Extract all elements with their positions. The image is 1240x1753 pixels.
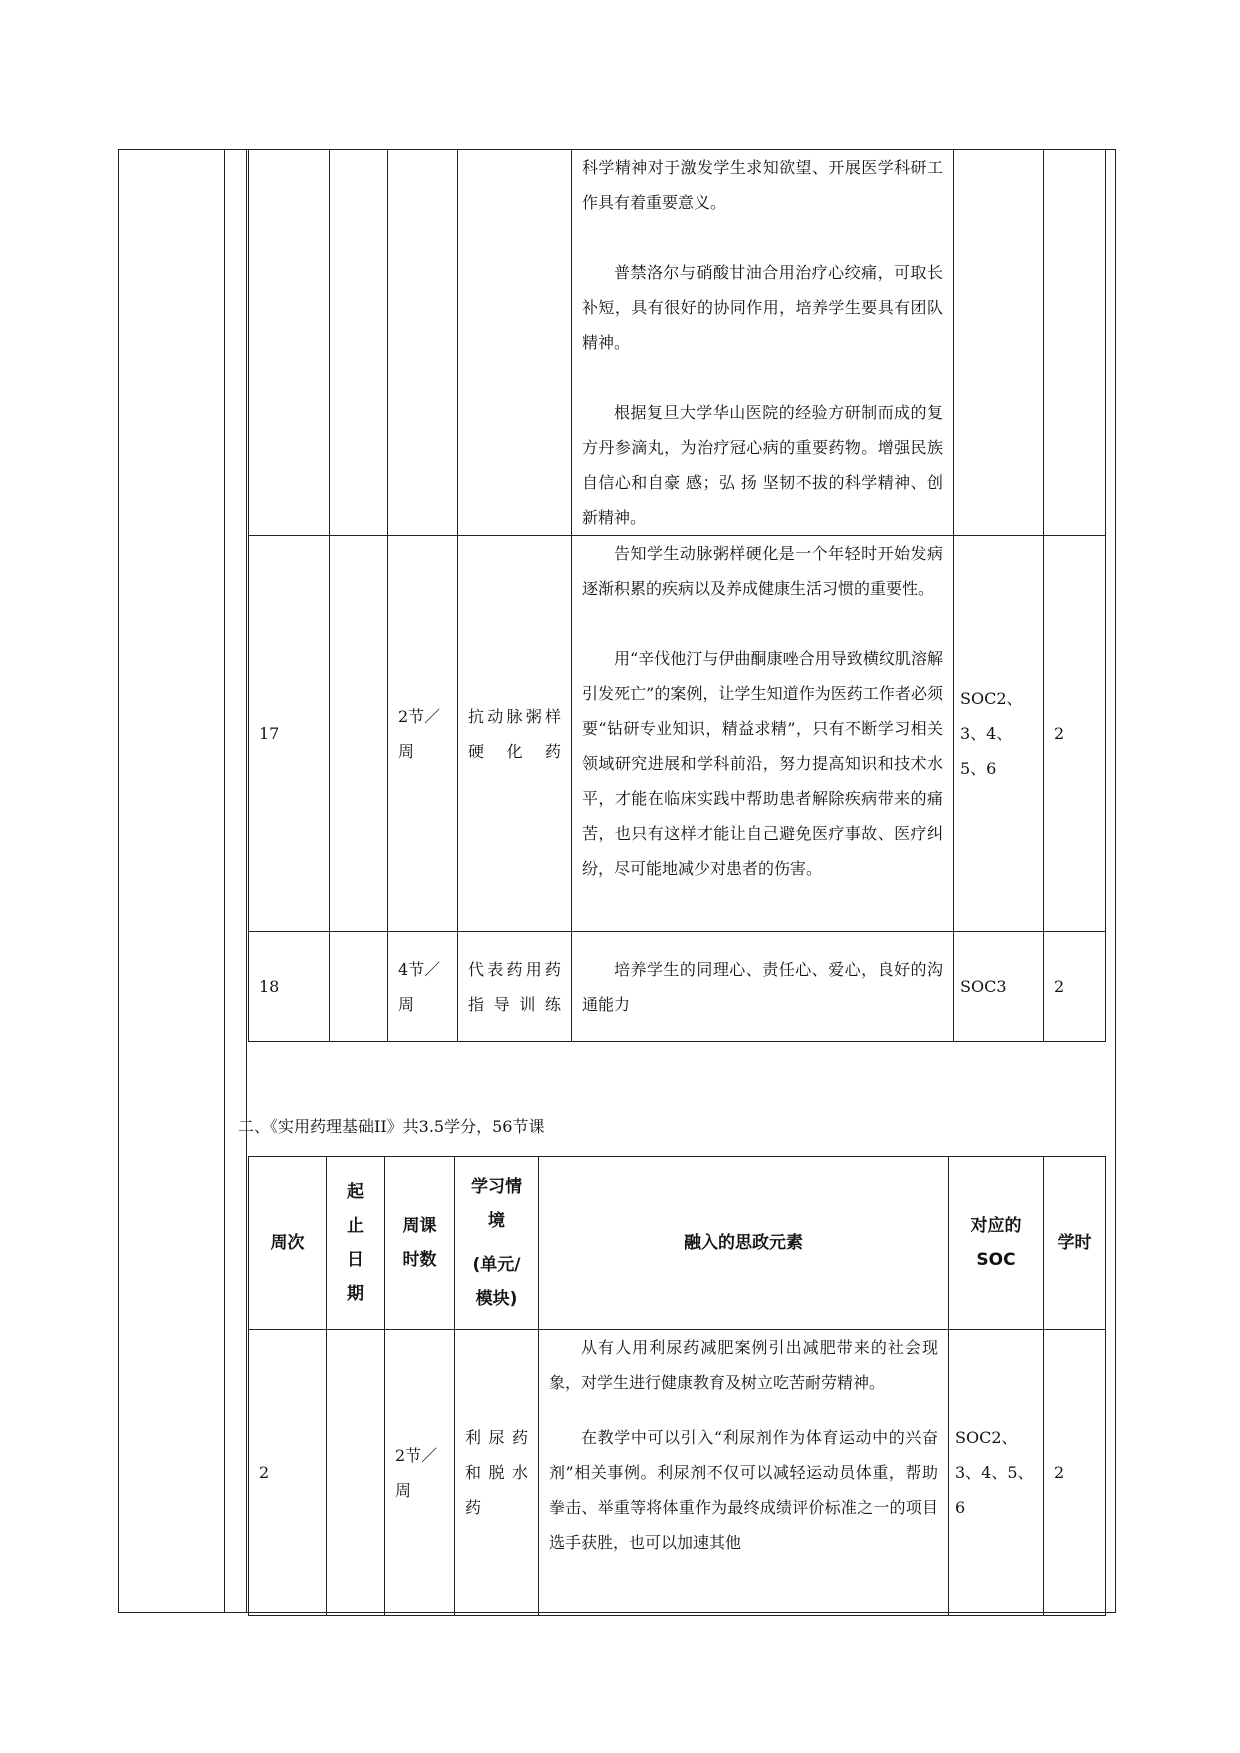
cell-week: 17 bbox=[249, 536, 330, 932]
cell-dates bbox=[327, 1330, 385, 1616]
frame-divider-inner bbox=[246, 149, 247, 1613]
cell-week bbox=[249, 150, 330, 536]
table-row bbox=[249, 536, 1106, 932]
cell-soc: SOC3 bbox=[954, 932, 1044, 1042]
cell-credit: 2 bbox=[1044, 932, 1106, 1042]
table-practical-pharmacology-i bbox=[248, 149, 1106, 1042]
cell-elements bbox=[572, 150, 954, 536]
table-header-row bbox=[249, 1157, 1106, 1330]
header-unit: 学习情境 (单元/模块) bbox=[455, 1157, 539, 1330]
cell-unit: 利尿药和脱水药 bbox=[455, 1330, 539, 1616]
table-row bbox=[249, 932, 1106, 1042]
paragraph: 告知学生动脉粥样硬化是一个年轻时开始发病逐渐积累的疾病以及养成健康生活习惯的重要性。 bbox=[582, 544, 943, 598]
cell-credit bbox=[1044, 150, 1106, 536]
paragraph: 用“辛伐他汀与伊曲酮康唑合用导致横纹肌溶解引发死亡”的案例，让学生知道作为医药工作者必须要“钻研专业知识，精益求精”，只有不断学习相关领域研究进展和学科前沿，努力提高知识和技术水平，才能在临床实践中帮助患者解除疾病带来的痛苦，也只有这样才能让自己避免医疗事故、医疗纠纷，尽可能地减少对患者的伤害。 bbox=[582, 649, 943, 878]
paragraph: 从有人用利尿药减肥案例引出减肥带来的社会现象，对学生进行健康教育及树立吃苦耐劳精神。 bbox=[549, 1338, 938, 1392]
cell-soc bbox=[954, 150, 1044, 536]
table-practical-pharmacology-ii bbox=[248, 1156, 1106, 1616]
paragraph: 普禁洛尔与硝酸甘油合用治疗心绞痛，可取长补短，具有很好的协同作用，培养学生要具有团队精神。 bbox=[582, 263, 943, 352]
header-week: 周次 bbox=[249, 1157, 327, 1330]
paragraph: 科学精神对于激发学生求知欲望、开展医学科研工作具有着重要意义。 bbox=[582, 158, 943, 212]
cell-dates bbox=[330, 150, 388, 536]
table-row-continuation bbox=[249, 150, 1106, 536]
paragraph: 培养学生的同理心、责任心、爱心，良好的沟通能力 bbox=[582, 959, 943, 1014]
cell-hours: 4节／周 bbox=[388, 932, 458, 1042]
cell-credit: 2 bbox=[1044, 536, 1106, 932]
header-credit: 学时 bbox=[1044, 1157, 1106, 1330]
cell-hours bbox=[388, 150, 458, 536]
cell-unit bbox=[458, 150, 572, 536]
cell-elements bbox=[572, 932, 954, 1042]
header-elements: 融入的思政元素 bbox=[539, 1157, 949, 1330]
header-soc: 对应的SOC bbox=[949, 1157, 1044, 1330]
cell-week: 18 bbox=[249, 932, 330, 1042]
cell-unit: 抗动脉粥样硬化药 bbox=[458, 536, 572, 932]
section-title: 二、《实用药理基础II》共3.5学分，56节课 bbox=[238, 1117, 545, 1136]
cell-dates bbox=[330, 536, 388, 932]
cell-elements bbox=[572, 536, 954, 932]
cell-credit: 2 bbox=[1044, 1330, 1106, 1616]
cell-dates bbox=[330, 932, 388, 1042]
header-hours: 周课时数 bbox=[385, 1157, 455, 1330]
table-row bbox=[249, 1330, 1106, 1616]
cell-unit: 代表药用药指导训练 bbox=[458, 932, 572, 1042]
frame-divider-left bbox=[224, 149, 225, 1613]
header-dates: 起止日期 bbox=[327, 1157, 385, 1330]
paragraph: 在教学中可以引入“利尿剂作为体育运动中的兴奋剂”相关事例。利尿剂不仅可以减轻运动员体重，帮助拳击、举重等将体重作为最终成绩评价标准之一的项目选手获胜，也可以加速其他 bbox=[549, 1428, 938, 1552]
cell-hours: 2节／周 bbox=[388, 536, 458, 932]
paragraph: 根据复旦大学华山医院的经验方研制而成的复方丹参滴丸，为治疗冠心病的重要药物。增强民族自信心和自豪 感；弘 扬 坚韧不拔的科学精神、创新精神。 bbox=[582, 403, 943, 527]
cell-elements bbox=[539, 1330, 949, 1616]
cell-soc: SOC2、3、4、5、6 bbox=[949, 1330, 1044, 1616]
cell-week: 2 bbox=[249, 1330, 327, 1616]
cell-hours: 2节／周 bbox=[385, 1330, 455, 1616]
cell-soc: SOC2、3、4、5、6 bbox=[954, 536, 1044, 932]
